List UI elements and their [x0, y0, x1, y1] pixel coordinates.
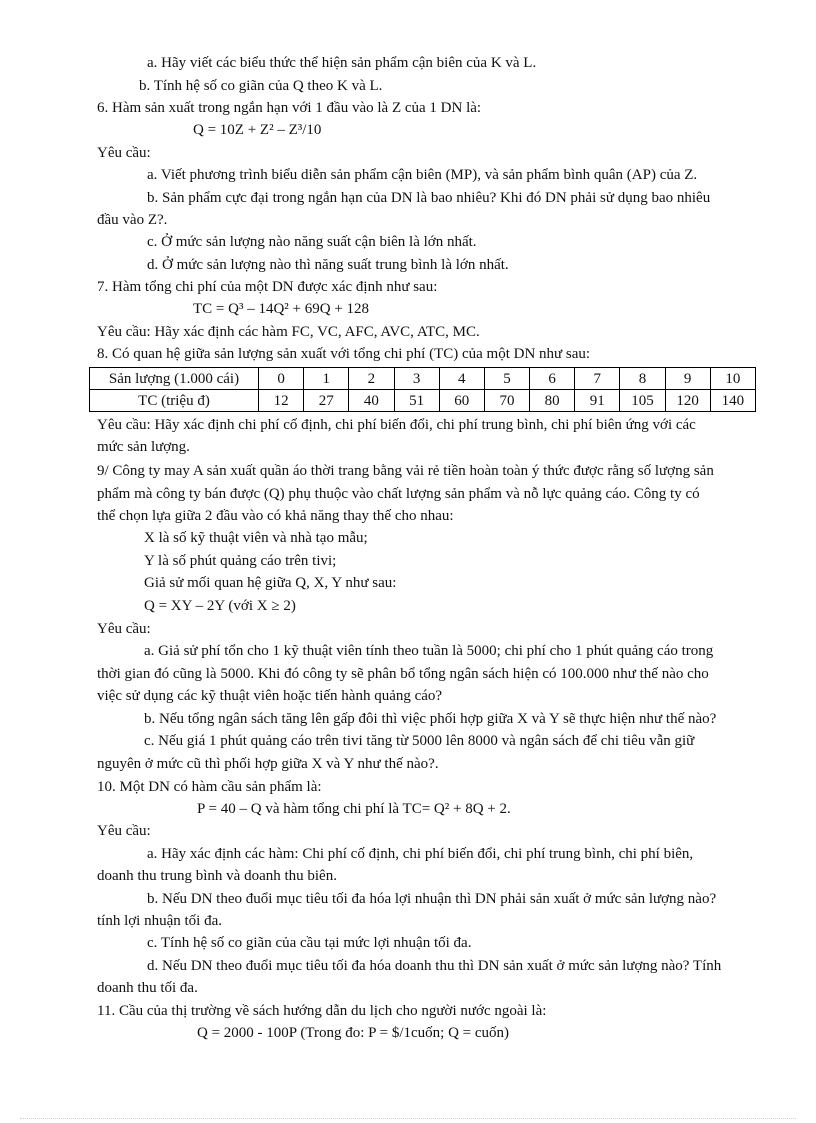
table-cell: 6 — [530, 368, 575, 390]
text-line: b. Nếu tổng ngân sách tăng lên gấp đôi thì việc phối hợp giữa X và Y sẽ thực hiện như thế nào? — [144, 711, 717, 727]
table-cell: 12 — [259, 390, 304, 412]
text-line: a. Hãy xác định các hàm: Chi phí cố định, chi phí biến đổi, chi phí trung bình, chi phí biên, — [147, 846, 694, 862]
table-cell: 40 — [349, 390, 394, 412]
text-line: a. Giả sử phí tổn cho 1 kỹ thuật viên tính theo tuần là 5000; chi phí cho 1 phút quảng cáo trong — [144, 643, 714, 659]
text-line: 9/ Công ty may A sản xuất quần áo thời trang bằng vải rẻ tiền hoàn toàn ý thức được rằng số lượng sản — [97, 463, 714, 479]
table-cell: 27 — [304, 390, 349, 412]
text-line: a. Viết phương trình biểu diễn sản phẩm cận biên (MP), và sản phẩm bình quân (AP) của Z. — [147, 167, 698, 183]
table-row — [90, 368, 756, 390]
table-cell: 51 — [394, 390, 439, 412]
text-line: b. Tính hệ số co giãn của Q theo K và L. — [139, 78, 383, 94]
table-cell: 0 — [259, 368, 304, 390]
text-line: Yêu cầu: — [97, 621, 151, 637]
text-line: 8. Có quan hệ giữa sản lượng sản xuất với tổng chi phí (TC) của một DN như sau: — [97, 346, 591, 362]
table-row-header: Sản lượng (1.000 cái) — [90, 368, 259, 390]
text-line: 6. Hàm sản xuất trong ngắn hạn với 1 đầu vào là Z của 1 DN là: — [97, 100, 482, 116]
text-line: 7. Hàm tổng chi phí của một DN được xác định như sau: — [97, 279, 438, 295]
table-cell: 3 — [394, 368, 439, 390]
table-cell: 5 — [484, 368, 529, 390]
table-row — [90, 390, 756, 412]
table-cell: 4 — [439, 368, 484, 390]
text-line: phẩm mà công ty bán được (Q) phụ thuộc vào chất lượng sản phẩm và nỗ lực quảng cáo. Công ty có — [97, 486, 700, 502]
text-line: Yêu cầu: Hãy xác định chi phí cố định, chi phí biến đổi, chi phí trung bình, chi phí biên ứng với các — [97, 417, 696, 433]
formula-line: Q = 2000 - 100P (Trong đo: P = $/1cuốn; Q = cuốn) — [197, 1025, 510, 1041]
text-line: a. Hãy viết các biểu thức thể hiện sản phẩm cận biên của K và L. — [147, 55, 537, 71]
text-line: đầu vào Z?. — [97, 212, 168, 228]
text-line: b. Sản phẩm cực đại trong ngắn hạn của DN là bao nhiêu? Khi đó DN phải sử dụng bao nhiêu — [147, 190, 711, 206]
text-line: c. Tính hệ số co giãn của cầu tại mức lợi nhuận tối đa. — [147, 935, 472, 951]
formula-line: Q = XY – 2Y (với X ≥ 2) — [144, 598, 296, 614]
table-cell: 91 — [575, 390, 620, 412]
text-line: nguyên ở mức cũ thì phối hợp giữa X và Y như thế nào?. — [97, 756, 439, 772]
table-cell: 60 — [439, 390, 484, 412]
table-cell: 105 — [620, 390, 665, 412]
text-line: 10. Một DN có hàm cầu sản phẩm là: — [97, 779, 322, 795]
text-line: doanh thu tối đa. — [97, 980, 198, 996]
cost-table — [89, 367, 756, 412]
text-line: c. Nếu giá 1 phút quảng cáo trên tivi tăng từ 5000 lên 8000 và ngân sách để chi tiêu vẫn giữ — [144, 733, 695, 749]
table-cell: 2 — [349, 368, 394, 390]
text-line: d. Ở mức sản lượng nào thì năng suất trung bình là lớn nhất. — [147, 257, 509, 273]
table-cell: 8 — [620, 368, 665, 390]
table-cell: 120 — [665, 390, 710, 412]
text-line: Yêu cầu: — [97, 145, 151, 161]
text-line: Giả sử mối quan hệ giữa Q, X, Y như sau: — [144, 575, 397, 591]
page-bottom-divider — [20, 1118, 796, 1119]
text-line: doanh thu trung bình và doanh thu biên. — [97, 868, 337, 884]
formula-line: Q = 10Z + Z² – Z³/10 — [193, 122, 322, 138]
text-line: 11. Cầu của thị trường về sách hướng dẫn du lịch cho người nước ngoài là: — [97, 1003, 547, 1019]
text-line: tính lợi nhuận tối đa. — [97, 913, 223, 929]
table-cell: 80 — [530, 390, 575, 412]
text-line: Y là số phút quảng cáo trên tivi; — [144, 553, 337, 569]
table-cell: 1 — [304, 368, 349, 390]
table-cell: 70 — [484, 390, 529, 412]
formula-line: TC = Q³ – 14Q² + 69Q + 128 — [193, 301, 370, 317]
text-line: Yêu cầu: — [97, 823, 151, 839]
text-line: d. Nếu DN theo đuổi mục tiêu tối đa hóa doanh thu thì DN sản xuất ở mức sản lượng nào? Tính — [147, 958, 722, 974]
text-line: b. Nếu DN theo đuổi mục tiêu tối đa hóa lợi nhuận thì DN phải sản xuất ở mức sản lượng nào? — [147, 891, 717, 907]
text-line: c. Ở mức sản lượng nào năng suất cận biên là lớn nhất. — [147, 234, 477, 250]
formula-line: P = 40 – Q và hàm tổng chi phí là TC= Q² + 8Q + 2. — [197, 801, 511, 817]
table-cell: 9 — [665, 368, 710, 390]
text-line: mức sản lượng. — [97, 439, 190, 455]
table-cell: 10 — [710, 368, 755, 390]
table-cell: 7 — [575, 368, 620, 390]
text-line: thể chọn lựa giữa 2 đầu vào có khả năng thay thế cho nhau: — [97, 508, 454, 524]
text-line: thời gian đó cũng là 5000. Khi đó công ty sẽ phân bổ tổng ngân sách hiện có 100.000 như thế nào cho — [97, 666, 709, 682]
table-row-header: TC (triệu đ) — [90, 390, 259, 412]
text-line: Yêu cầu: Hãy xác định các hàm FC, VC, AFC, AVC, ATC, MC. — [97, 324, 480, 340]
text-line: việc sử dụng các kỹ thuật viên hoặc tiến hành quảng cáo? — [97, 688, 443, 704]
table-cell: 140 — [710, 390, 755, 412]
text-line: X là số kỹ thuật viên và nhà tạo mẫu; — [144, 530, 368, 546]
